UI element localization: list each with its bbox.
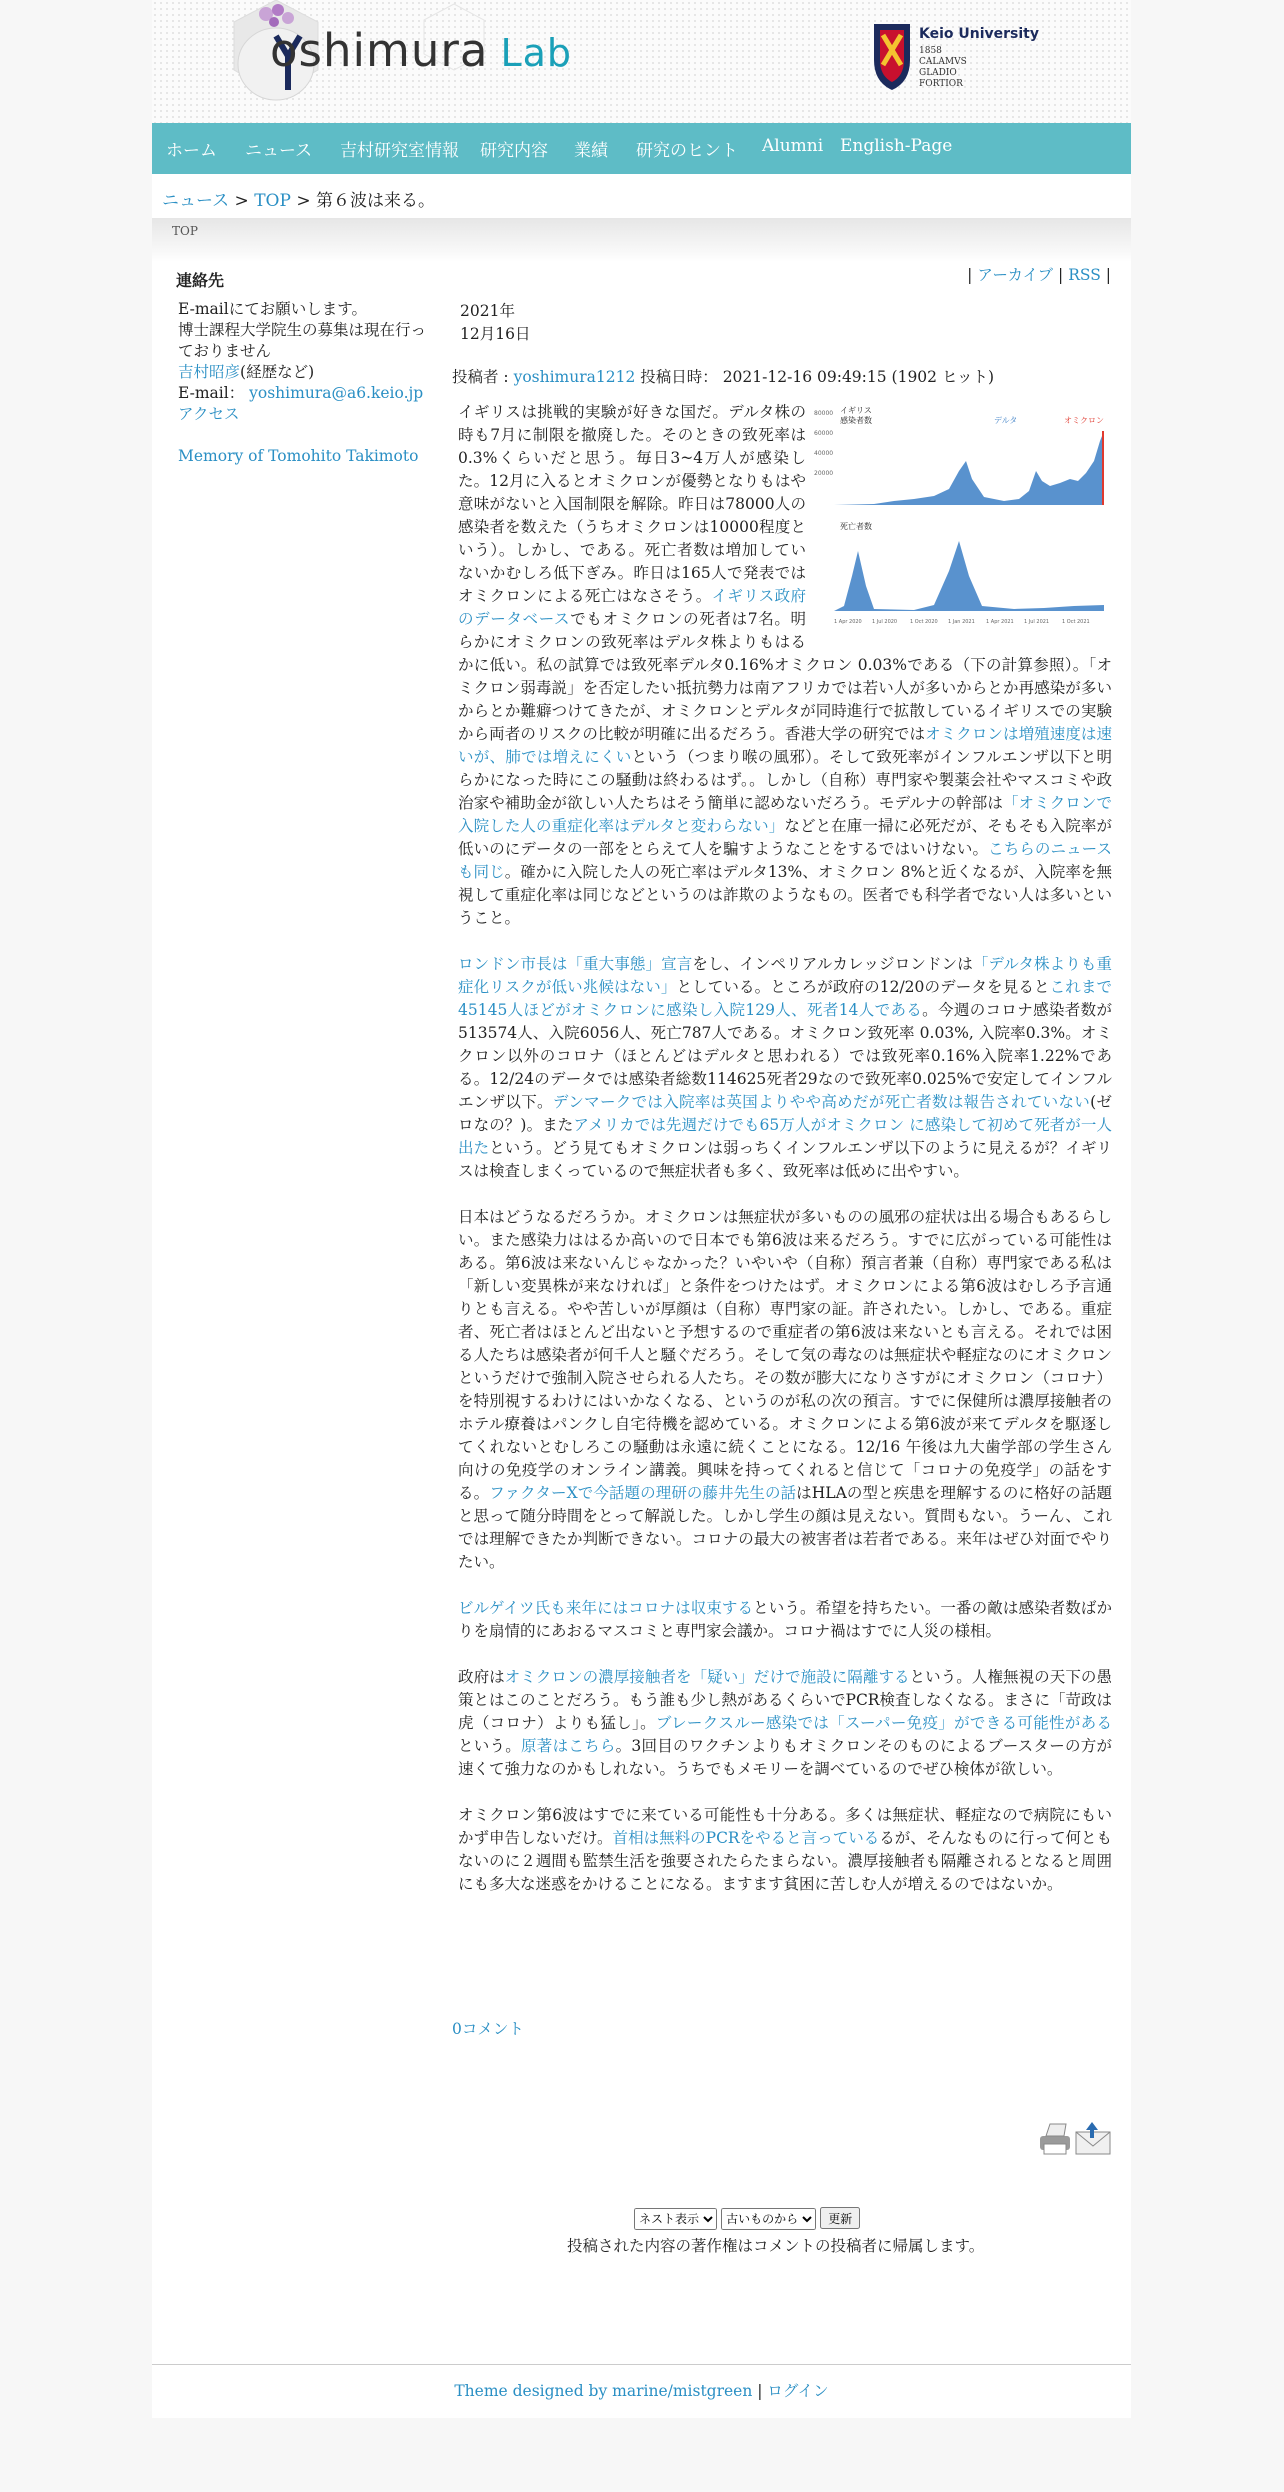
theme-credit-link[interactable]: Theme designed by marine/mistgreen bbox=[454, 2382, 753, 2400]
nav-research-hints[interactable]: 研究のヒント bbox=[636, 141, 738, 161]
article-text: という。どう見てもオミクロンは弱っちくインフルエンザ以下のように見えるが？イギリスは検査しまくっているので無症状者も多く、致死率は低めに出やすい。 bbox=[458, 1139, 1112, 1180]
access-line bbox=[178, 404, 441, 425]
article-link[interactable]: アメリカでは先週だけでも65万人がオミクロン に感染して初めて死者が一人出た bbox=[458, 1116, 1112, 1157]
motto-line: CALAMVS bbox=[919, 57, 967, 67]
archive-link[interactable]: アーカイブ bbox=[977, 266, 1054, 284]
archive-sep: | bbox=[967, 266, 978, 284]
svg-text:1 Jul 2020: 1 Jul 2020 bbox=[872, 619, 898, 625]
paragraph bbox=[458, 1597, 1112, 1643]
archive-sep: | bbox=[1053, 266, 1069, 284]
svg-text:1 Jul 2021: 1 Jul 2021 bbox=[1024, 619, 1050, 625]
breadcrumb-sep: > bbox=[229, 191, 255, 211]
article-text: という（つまり喉の風邪）。そして致死率がインフルエンザ以下と明らかになった時にこの騒動は終わるはず。。しかし（自称）専門家や製薬会社やマスコミや政治家や補助金が欲しい人たちはそう簡単に認めないだろう。モデルナの幹部は bbox=[458, 748, 1112, 812]
memory-link[interactable]: Memory of Tomohito Takimoto bbox=[178, 447, 419, 465]
email-link[interactable]: yoshimura@a6.keio.jp bbox=[249, 384, 424, 402]
footer bbox=[152, 2364, 1131, 2419]
sort-order-select[interactable] bbox=[721, 2208, 816, 2230]
chart-title-cases: イギリス bbox=[840, 406, 872, 415]
article-link[interactable]: オミクロンは増殖速度は速いが、肺では増えにくい bbox=[458, 725, 1112, 766]
article-text: 。今週のコロナ感染者数が513574人、入院6056人、死亡787人である。オミクロン致死率 0.03%, 入院率0.3%。オミクロン以外のコロナ（ほとんどはデルタと思われる）では致死率0.16%入院率1.22%である。12/24のデータでは感染者総数114625死者29なので致死率0.025%で安定してインフルエンザ以下。 bbox=[458, 1001, 1112, 1111]
article-text: はHLAの型と疾患を理解するのに格好の話題と思って随分時間をとって解説した。しかし学生の顔は見えない。質問もない。うーん、これでは理解できたか判断できない。コロナの最大の被害者は若者である。来年はぜひ対面でやりたい。 bbox=[458, 1484, 1112, 1571]
svg-text:20000: 20000 bbox=[814, 470, 834, 477]
main-nav bbox=[152, 123, 1131, 174]
email-label: E-mail： bbox=[178, 384, 245, 402]
article-link[interactable]: 「オミクロンで入院した人の重症化率はデルタと変わらない」 bbox=[458, 794, 1112, 835]
svg-text:80000: 80000 bbox=[814, 410, 834, 417]
svg-text:40000: 40000 bbox=[814, 450, 834, 457]
article-link[interactable]: 原著はこちら bbox=[521, 1737, 616, 1755]
svg-text:60000: 60000 bbox=[814, 430, 834, 437]
university-name: Keio University bbox=[919, 26, 1039, 42]
svg-text:1 Oct 2020: 1 Oct 2020 bbox=[910, 619, 938, 625]
article-text: 政府は bbox=[458, 1668, 505, 1686]
email-line bbox=[178, 383, 441, 404]
article-text: としている。ところが政府の12/20のデータを見ると bbox=[676, 978, 1050, 996]
nav-news[interactable]: ニュース bbox=[245, 141, 313, 161]
comments-link[interactable]: 0コメント bbox=[452, 2020, 524, 2038]
print-icon[interactable] bbox=[1040, 2124, 1070, 2154]
contact-line: E-mailにてお願いします。 bbox=[178, 300, 367, 318]
copyright-note: 投稿された内容の著作権はコメントの投稿者に帰属します。 bbox=[567, 2237, 985, 2255]
logo-lab: Lab bbox=[500, 31, 573, 75]
nav-lab-info[interactable]: 吉村研究室情報 bbox=[340, 141, 459, 161]
article-text: るが、そんなものに行って何ともないのに２週間も監禁生活を強要されたらたまらない。濃厚接触者も隔離されるとなると周囲にも多大な迷惑をかけることになる。ますます貧困に苦しむ人が増えるのではないか。 bbox=[458, 1829, 1112, 1893]
article-text: でもオミクロンの死者は7名。明らかにオミクロンの致死率はデルタ株よりもはるかに低い。私の試算では致死率デルタ0.16%オミクロン 0.03%である（下の計算参照）。「オミクロン弱毒説」を否定したい抵抗勢力は南アフリカでは若い人が多いからとか再感染が多いからとか難癖つけてきたが、オミクロンとデルタが同時進行で拡散しているイギリスでの実験から両者のリスクの比較が明確に出るだろう。香港大学の研究では bbox=[458, 610, 1112, 743]
article-text: という。 bbox=[458, 1737, 522, 1755]
comment-controls bbox=[634, 2207, 860, 2230]
article-text: などと在庫一掃に必死だが、そもそも入院率が低いのにデータの一部をとらえて人を騙すようなことをするではいけない。 bbox=[458, 817, 1112, 858]
article-link[interactable]: ブレークスルー感染では「スーパー免疫」ができる可能性がある bbox=[655, 1714, 1112, 1732]
paragraph bbox=[458, 1804, 1112, 1896]
svg-text:1 Apr 2020: 1 Apr 2020 bbox=[834, 619, 862, 625]
breadcrumb-news[interactable]: ニュース bbox=[162, 191, 230, 211]
article-text: をし、インペリアルカレッジロンドンは bbox=[692, 955, 973, 973]
article-link[interactable]: こちらのニュースも同じ bbox=[458, 840, 1112, 881]
paragraph bbox=[458, 1206, 1112, 1574]
paragraph bbox=[458, 1666, 1112, 1781]
article-text: という。希望を持ちたい。一番の敵は感染者数ばかりを扇情的にあおるマスコミと専門家会議か。コロナ禍はすでに人災の様相。 bbox=[458, 1599, 1112, 1640]
logo-text: oshimura bbox=[270, 24, 489, 77]
poster-label: 投稿者 : bbox=[452, 368, 514, 386]
nav-publications[interactable]: 業績 bbox=[574, 141, 608, 161]
cv-line bbox=[178, 362, 441, 383]
article-text: という。人権無視の天下の愚策とはこのことだろう。もう誰も少し熱があるくらいでPCR検査しなくなる。まさに「苛政は虎（コロナ）よりも猛し」。 bbox=[458, 1668, 1112, 1732]
cv-suffix: (経歴など) bbox=[240, 363, 315, 381]
svg-text:1 Oct 2021: 1 Oct 2021 bbox=[1062, 619, 1090, 625]
article-link[interactable]: ファクターXで今話題の理研の藤井先生の話 bbox=[489, 1484, 797, 1502]
nav-english[interactable]: English-Page bbox=[840, 136, 953, 156]
nav-research[interactable]: 研究内容 bbox=[480, 141, 548, 161]
breadcrumb-sep: > bbox=[290, 191, 316, 211]
sidebar-contact bbox=[176, 299, 441, 467]
article-link[interactable]: 「デルタ株よりも重症化リスクが低い兆候はない」 bbox=[458, 955, 1112, 996]
uk-covid-chart[interactable] bbox=[814, 401, 1112, 627]
breadcrumb-top[interactable]: TOP bbox=[254, 191, 291, 211]
article-link[interactable]: イギリス政府のデータベース bbox=[458, 587, 806, 628]
page bbox=[152, 0, 1131, 2418]
article-link[interactable]: ロンドン市長は「重大事態」宣言 bbox=[458, 955, 693, 973]
article-text: 日本はどうなるだろうか。オミクロンは無症状が多いものの風邪の症状は出る場合もあるらしい。また感染力ははるか高いので日本でも第6波は来るだろう。すでに広がっている可能性はある。第6波は来ないんじゃなかった？いやいや（自称）預言者兼（自称）専門家である私は「新しい変異株が来なければ」と条件をつけたはず。オミクロンによる第6波はむしろ予言通りとも言える。やや苦しいが厚顔は（自称）専門家の証。許されたい。しかし、である。重症者、死亡者はほとんど出ないと予想するので重症者の第6波は来ないとも言える。それでは困る人たちは感染者が何千人と騒ぐだろう。そして気の毒なのは無症状や軽症なのにオミクロンというだけで強制入院させられる人たち。その数が膨大になりさすがにオミクロン（コロナ）を特別視するわけにはいかなくなる、というのが私の次の預言。すでに保健所は濃厚接触者のホテル療養はパンクし自宅待機を認めている。オミクロンによる第6波が来てデルタを駆逐してくれないとむしろこの騒動は永遠に続くことになる。12/16 午後は九大歯学部の学生さん向けの免疫学のオンライン講義。興味を持ってくれると信じて「コロナの免疫学」の話をする。 bbox=[458, 1208, 1112, 1502]
breadcrumb bbox=[162, 186, 435, 211]
nav-alumni[interactable]: Alumni bbox=[762, 136, 824, 156]
nav-home[interactable]: ホーム bbox=[166, 141, 217, 161]
article-link[interactable]: これまで45145人ほどがオミクロンに感染し入院129人、死者14人である bbox=[458, 978, 1112, 1019]
motto-line: FORTIOR bbox=[919, 79, 963, 89]
post-meta-text: 投稿日時： 2021-12-16 09:49:15 (1902 ヒット) bbox=[635, 368, 995, 386]
cv-link[interactable]: 吉村昭彦 bbox=[178, 363, 241, 381]
archive-sep: | bbox=[1100, 266, 1111, 284]
sidebar-title: 連絡先 bbox=[176, 271, 225, 290]
contact-line: 博士課程大学院生の募集は現在行っておりません bbox=[178, 321, 427, 360]
article bbox=[452, 300, 1112, 1919]
spacer bbox=[178, 425, 441, 446]
article-text: オミクロン第6波はすでに来ている可能性も十分ある。多くは無症状、軽症なので病院にもいかず申告しないだけ。 bbox=[458, 1806, 1112, 1847]
post-meta bbox=[452, 366, 1112, 389]
footer-inner bbox=[152, 2379, 1131, 2401]
logo-wordmark bbox=[270, 24, 572, 77]
article-text: 。3回目のワクチンよりもオミクロンそのものによるブースターの方が速くて強力なのかもしれない。うちでもメモリーを調べているのでぜひ検体が欲しい。 bbox=[458, 1737, 1112, 1778]
breadcrumb-current: 第６波は来る。 bbox=[316, 191, 435, 211]
paragraph bbox=[458, 953, 1112, 1183]
chart-label-delta: デルタ bbox=[994, 416, 1018, 425]
access-link[interactable]: アクセス bbox=[178, 405, 240, 423]
article-link[interactable]: 首相は無料のPCRをやると言っている bbox=[612, 1829, 880, 1847]
refresh-button[interactable]: 更新 bbox=[820, 2207, 860, 2229]
article-link[interactable]: デンマークでは入院率は英国よりやや高めだが死亡者数は報告されていない bbox=[552, 1093, 1091, 1111]
post-tools bbox=[1036, 2118, 1116, 2158]
article-link[interactable]: ビルゲイツ氏も来年にはコロナは収束する bbox=[458, 1599, 754, 1617]
svg-text:1 Apr 2021: 1 Apr 2021 bbox=[986, 619, 1014, 625]
motto-line: GLADIO bbox=[919, 68, 957, 78]
post-date bbox=[460, 300, 1112, 346]
archive-links bbox=[967, 263, 1111, 285]
article-body bbox=[458, 401, 1112, 1896]
poster-link[interactable]: yoshimura1212 bbox=[513, 368, 636, 386]
article-text: (ゼロなの？)。また bbox=[458, 1093, 1112, 1134]
rss-link[interactable]: RSS bbox=[1068, 266, 1101, 284]
article-text: 。確かに入院した人の死亡率はデルタ13%、オミクロン 8%と近くなるが、入院率を無視して重症化率は同じなどというのは詐欺のようなもの。医者でも科学者でない人は多いということ。 bbox=[458, 863, 1112, 927]
svg-text:1 Jan 2021: 1 Jan 2021 bbox=[948, 619, 975, 625]
section-bar bbox=[152, 218, 1131, 262]
university-motto bbox=[919, 46, 999, 90]
chart-title-cases-sub: 感染者数 bbox=[840, 416, 872, 425]
sidebar bbox=[176, 270, 441, 467]
article-link[interactable]: オミクロンの濃厚接触者を「疑い」だけで施設に隔離する bbox=[504, 1668, 910, 1686]
chart-title-deaths: 死亡者数 bbox=[840, 522, 872, 531]
university-year: 1858 bbox=[919, 46, 942, 56]
section-label: TOP bbox=[172, 224, 198, 238]
chart-label-omicron: オミクロン bbox=[1064, 416, 1104, 425]
post-year: 2021年 bbox=[460, 302, 515, 320]
login-link[interactable]: ログイン bbox=[767, 2382, 829, 2400]
comments-count bbox=[452, 2017, 524, 2039]
site-header bbox=[152, 0, 1131, 123]
footer-sep: | bbox=[752, 2382, 768, 2400]
memory-line bbox=[178, 446, 441, 467]
display-mode-select[interactable] bbox=[634, 2208, 717, 2230]
post-day: 12月16日 bbox=[460, 325, 531, 343]
article-text: イギリスは挑戦的実験が好きな国だ。デルタ株の時も7月に制限を撤廃した。そのときの致死率は0.3%くらいだと思う。毎日3~4万人が感染した。12月に入るとオミクロンが優勢となりもはや意味がないと入国制限を解除。昨日は78000人の感染者を数えた（うちオミクロンは10000程度という）。しかし、である。死亡者数は増加していないかむしろ低下ぎみ。昨日は165人で発表ではオミクロンによる死亡はなさそう。 bbox=[458, 403, 806, 605]
send-mail-icon[interactable] bbox=[1076, 2122, 1110, 2154]
